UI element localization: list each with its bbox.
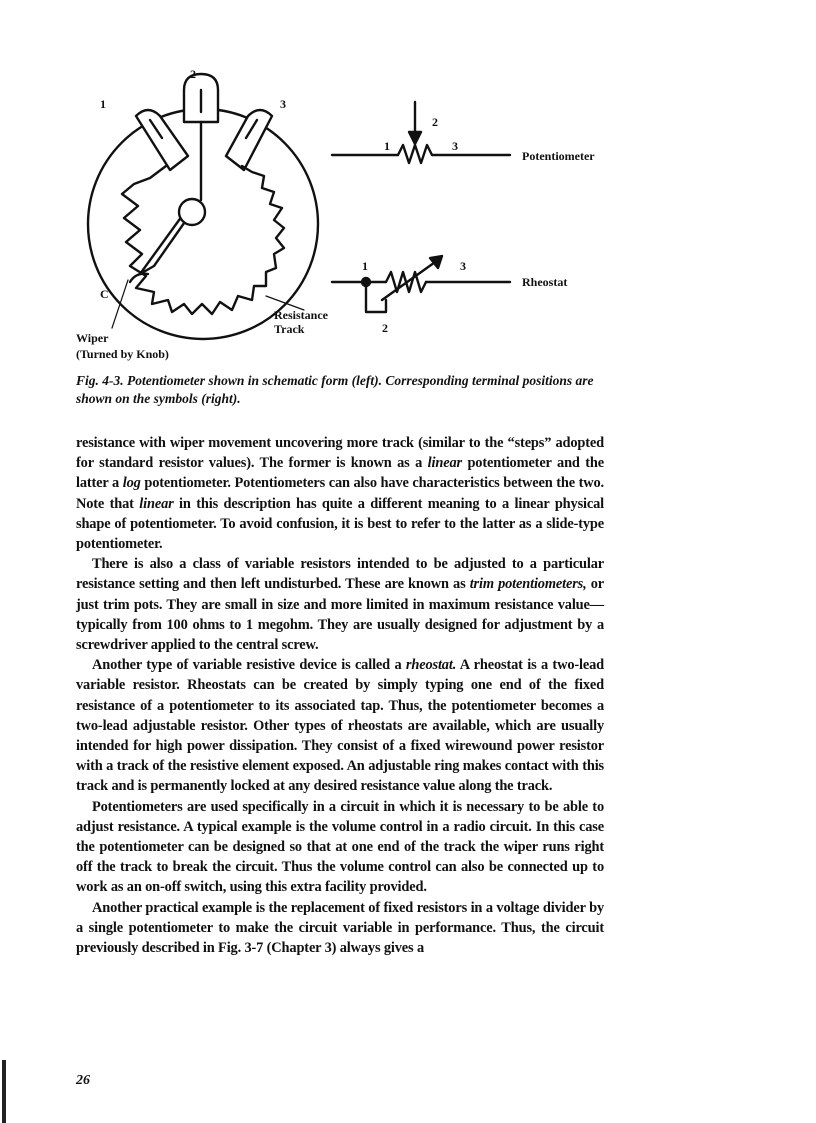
- paragraph: [76, 797, 604, 898]
- emphasized-term: trim potentiometers,: [469, 576, 587, 593]
- resistance-track-zigzag: [122, 166, 284, 314]
- scan-edge-mark: [2, 1060, 6, 1123]
- text-run: There is also a class of variable resistors intended to be adjusted to a particular resistance setting and then left undisturbed. These are known as: [76, 556, 604, 593]
- rheo-terminal-2-label: 2: [382, 321, 388, 335]
- text-run: Potentiometers are used specifically in a circuit in which it is necessary to be able to adjust resistance. A typical example is the volume control in a radio circuit. In this case the potentiometer can be designed so that at one end of the track the wiper runs right off the track to break the circuit. Thus the volume control can also be connected up to work as an on-off switch, using this extra facility provided.: [76, 798, 604, 896]
- body-text: [76, 433, 604, 958]
- pot-terminal-3-label: 3: [280, 97, 286, 111]
- text-run: Another type of variable resistive device is called a: [92, 657, 406, 674]
- paragraph: [76, 433, 604, 554]
- emphasized-term: linear: [139, 495, 174, 512]
- figure-4-3: [70, 60, 630, 370]
- resistance-track-label: Resistance Track: [274, 308, 328, 336]
- emphasized-term: rheostat.: [405, 657, 457, 674]
- potsym-terminal-3-label: 3: [452, 139, 458, 153]
- figure-caption: Fig. 4-3. Potentiometer shown in schematic form (left). Corresponding terminal positions are shown on the symbols (right).: [76, 373, 594, 406]
- text-run: in this description has quite a different meaning to a linear physical shape of potentiometer. To avoid confusion, it is best to refer to the latter as a slide-type potentiometer.: [76, 495, 605, 553]
- text-run: potentiometer and the latter a: [76, 455, 604, 492]
- text-run: or just trim pots. They are small in size and more limited in maximum resistance value—typically from 100 ohms to 1 megohm. They are usually designed for adjustment by a screwdriver applied to the central screw.: [76, 576, 605, 654]
- rheostat-symbol-label: Rheostat: [522, 275, 568, 289]
- terminal-3-shape: [226, 110, 272, 170]
- text-run: A rheostat is a two-lead variable resistor. Rheostats can be created by simply typing one end of the fixed resistance of a potentiometer to its associated tap. Thus, the potentiometer becomes a two-lead adjustable resistor. Other types of rheostats are available, which are usually intended for high power dissipation. They consist of a fixed wirewound power resistor with a track of the resistive element exposed. An adjustable ring makes contact with this track and is permanently locked at any desired resistance value along the track.: [76, 657, 604, 795]
- potsym-terminal-2-label: 2: [432, 115, 438, 129]
- text-run: potentiometer. Potentiometers can also have characteristics between the two. Note that: [76, 475, 604, 512]
- pot-terminal-1-label: 1: [100, 97, 106, 111]
- text-run: resistance with wiper movement uncovering more track (similar to the “steps” adopted for standard resistor values). The former is known as a: [76, 435, 604, 472]
- potentiometer-figure-drawing: [70, 60, 630, 370]
- emphasized-term: linear: [427, 455, 462, 472]
- paragraph: [76, 554, 604, 655]
- terminal-1-shape: [136, 110, 188, 170]
- text-run: Another practical example is the replacement of fixed resistors in a voltage divider by a single potentiometer to make the circuit variable in performance. Thus, the circuit previously described in Fig. 3-7 (Chapter 3) always gives a: [76, 899, 604, 957]
- paragraph: [76, 898, 604, 959]
- rheo-terminal-3-label: 3: [460, 259, 466, 273]
- page-number: 26: [76, 1073, 90, 1088]
- contact-c-label: C: [100, 287, 109, 301]
- wiper-sub-label: (Turned by Knob): [76, 347, 169, 361]
- wiper-pivot: [179, 199, 205, 225]
- emphasized-term: log: [122, 475, 141, 492]
- pot-terminal-2-label: 2: [190, 67, 196, 81]
- potentiometer-symbol-label: Potentiometer: [522, 149, 595, 163]
- wiper-label: Wiper: [76, 331, 109, 345]
- rheo-terminal-1-label: 1: [362, 259, 368, 273]
- potsym-terminal-1-label: 1: [384, 139, 390, 153]
- paragraph: [76, 655, 604, 796]
